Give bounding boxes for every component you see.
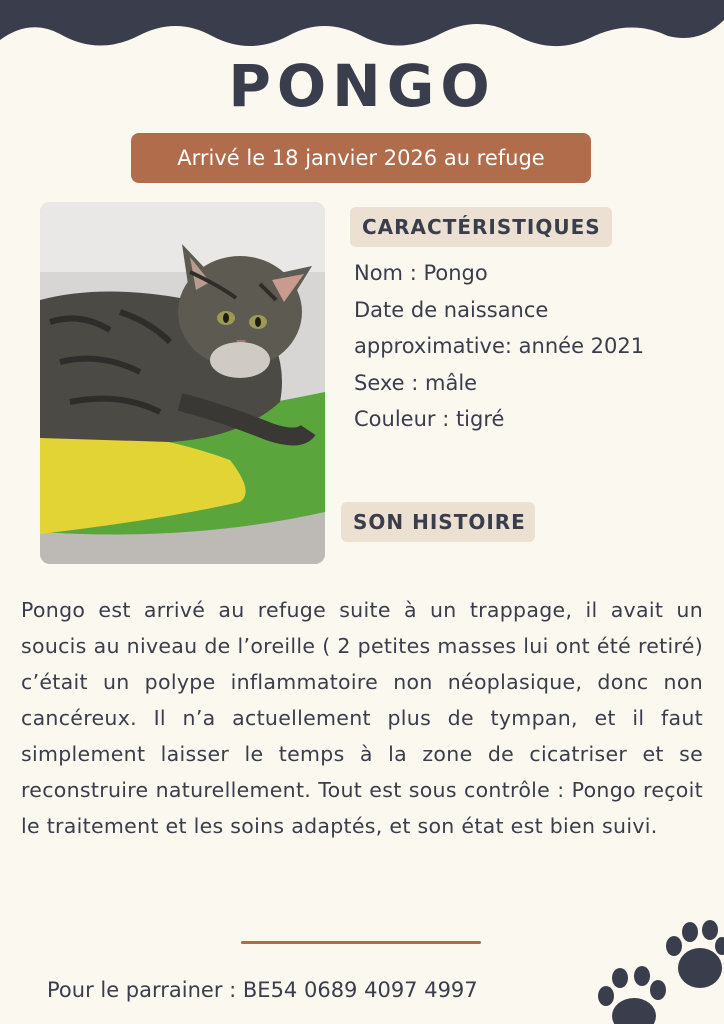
top-wave-decoration (0, 0, 724, 60)
characteristics-list (354, 255, 704, 438)
char-sex: Sexe : mâle (354, 370, 478, 395)
page-title: PONGO (228, 52, 496, 120)
char-color: Couleur : tigré (354, 407, 505, 431)
char-name: Nom : Pongo (354, 261, 488, 285)
char-birth-label: Date de naissance (354, 297, 549, 322)
history-heading: SON HISTOIRE (341, 502, 535, 542)
arrival-date-banner: Arrivé le 18 janvier 2026 au refuge (131, 133, 591, 183)
char-birth-value: approximative: année 2021 (354, 334, 645, 358)
paw-prints-icon (590, 918, 724, 1024)
sponsor-info: Pour le parrainer : BE54 0689 4097 4997 (47, 978, 478, 1002)
divider-line (241, 941, 481, 944)
cat-photo (40, 202, 325, 564)
history-text: Pongo est arrivé au refuge suite à un trappage, il avait un soucis au niveau de l’oreille ( 2 petites masses lui ont été retiré) c’était un polype inflammatoire non néoplasique, donc non cancéreux. Il n’a actuellement plus de tympan, et il faut simplement laisser le temps à la zone de cicatriser et se reconstruire naturellement. Tout est sous contrôle : Pongo reçoit le traitement et les soins adaptés, et son état est bien suivi. (21, 598, 703, 838)
characteristics-heading: CARACTÉRISTIQUES (350, 207, 612, 247)
